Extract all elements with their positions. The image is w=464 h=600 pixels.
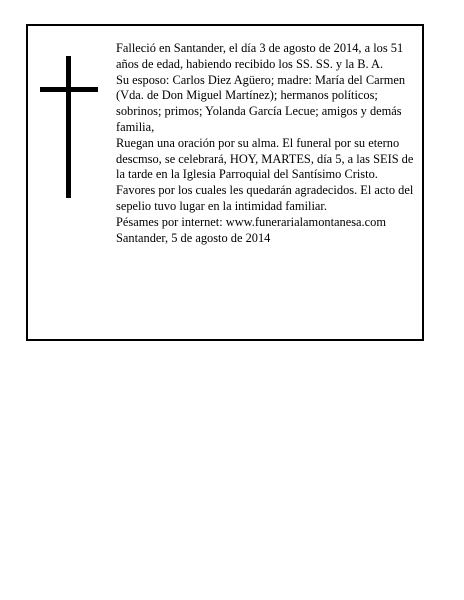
family-list: Su esposo: Carlos Diez Agüero; madre: María del Carmen (Vda. de Don Miguel Martínez); hermanos políticos; sobrinos; primos; Yolanda García Lecue; amigos y demás familia,: [116, 72, 406, 134]
condolences-website: Pésames por internet: www.funerarialamontanesa.com: [116, 214, 386, 229]
obituary-text: [116, 41, 416, 246]
cross-icon: [40, 56, 98, 198]
obituary-notice: [26, 24, 424, 341]
death-announcement: Falleció en Santander, el día 3 de agosto de 2014, a los 51 años de edad, habiendo recibido los SS. SS. y la B. A.: [116, 41, 404, 71]
place-date: Santander, 5 de agosto de 2014: [116, 230, 271, 245]
cross-vertical-bar: [66, 56, 71, 198]
funeral-details: Ruegan una oración por su alma. El funeral por su eterno descmso, se celebrará, HOY, MARTES, día 5, a las SEIS de la tarde en la Iglesia Parroquial del Santísimo Cristo. Favores por los cuales les quedarán agradecidos. El acto del sepelio tuvo lugar en la intimidad familiar.: [116, 135, 414, 213]
cross-horizontal-bar: [40, 87, 98, 92]
